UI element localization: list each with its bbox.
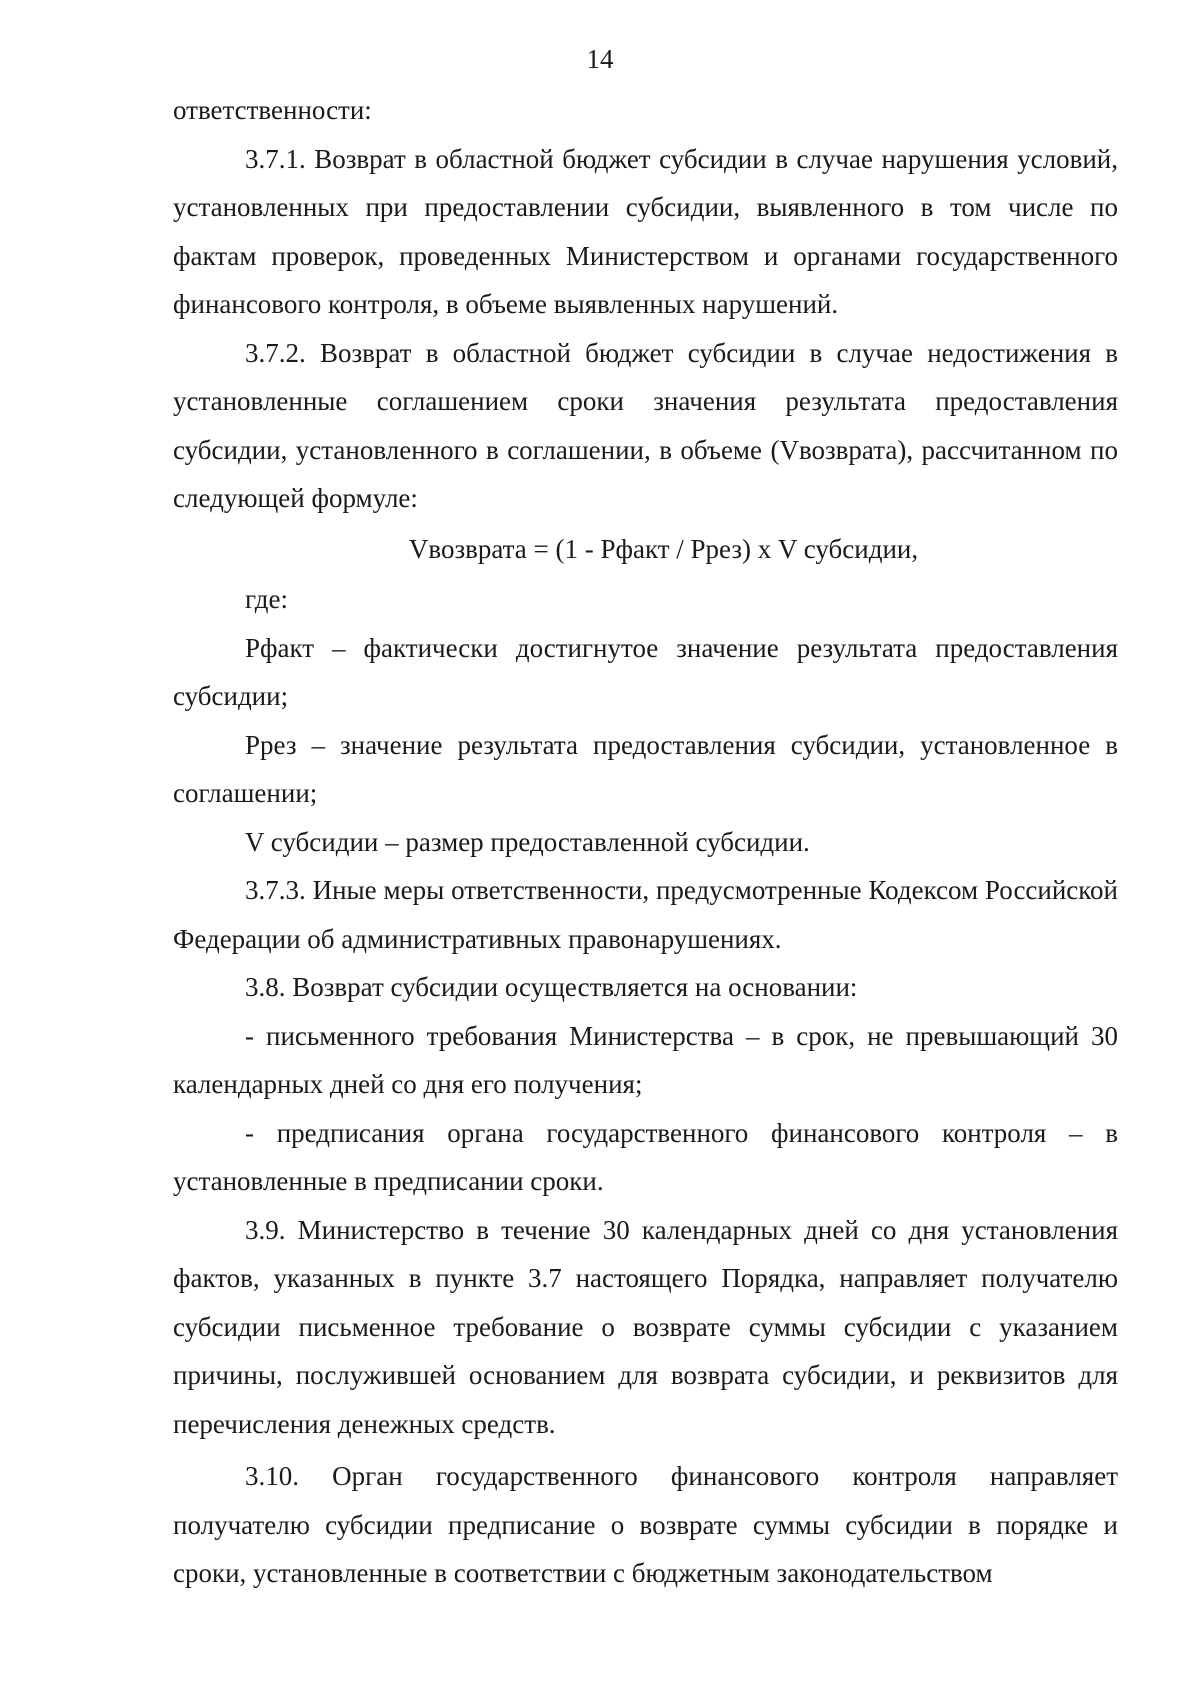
definition-rfakt: Рфакт – фактически достигнутое значение результата предоставления субсидии; xyxy=(173,632,1118,711)
list-item-order: - предписания органа государственного финансового контроля – в установленные в предписании сроки. xyxy=(173,1117,1118,1196)
paragraph-3-7-3: 3.7.3. Иные меры ответственности, предусмотренные Кодексом Российской Федерации об административных правонарушениях. xyxy=(173,875,1118,954)
definition-rrez: Ррез – значение результата предоставления субсидии, установленное в соглашении; xyxy=(173,729,1118,808)
paragraph-where: где: xyxy=(245,584,288,614)
list-item-written-demand: - письменного требования Министерства – в срок, не превышающий 30 календарных дней со дня его получения; xyxy=(173,1020,1118,1099)
definition-v-subsidy: V субсидии – размер предоставленной субсидии. xyxy=(245,826,810,857)
document-body xyxy=(173,86,1118,1598)
paragraph-continuation: ответственности: xyxy=(173,95,372,125)
formula: Vвозврата = (1 - Рфакт / Ррез) х V субсидии, xyxy=(408,533,919,564)
paragraph-3-8: 3.8. Возврат субсидии осуществляется на основании: xyxy=(245,972,858,1002)
page-number: 14 xyxy=(586,44,614,74)
paragraph-3-7-1: 3.7.1. Возврат в областной бюджет субсидии в случае нарушения условий, установленных при предоставлении субсидии, выявленного в том числе по фактам проверок, проведенных Министерством и органами государственного финансового контроля, в объеме выявленных нарушений. xyxy=(173,143,1118,319)
paragraph-3-7-2: 3.7.2. Возврат в областной бюджет субсидии в случае недостижения в установленные соглашением сроки значения результата предоставления субсидии, установленного в соглашении, в объеме (Vвозврата), рассчитанном по следующей формуле: xyxy=(173,337,1118,513)
paragraph-3-9: 3.9. Министерство в течение 30 календарных дней со дня установления фактов, указанных в пункте 3.7 настоящего Порядка, направляет получателю субсидии письменное требование о возврате суммы субсидии с указанием причины, послужившей основанием для возврата субсидии, и реквизитов для перечисления денежных средств. xyxy=(173,1214,1118,1439)
paragraph-3-10: 3.10. Орган государственного финансового контроля направляет получателю субсидии предписание о возврате суммы субсидии в порядке и сроки, установленные в соответствии с бюджетным законодательством xyxy=(173,1461,1118,1588)
